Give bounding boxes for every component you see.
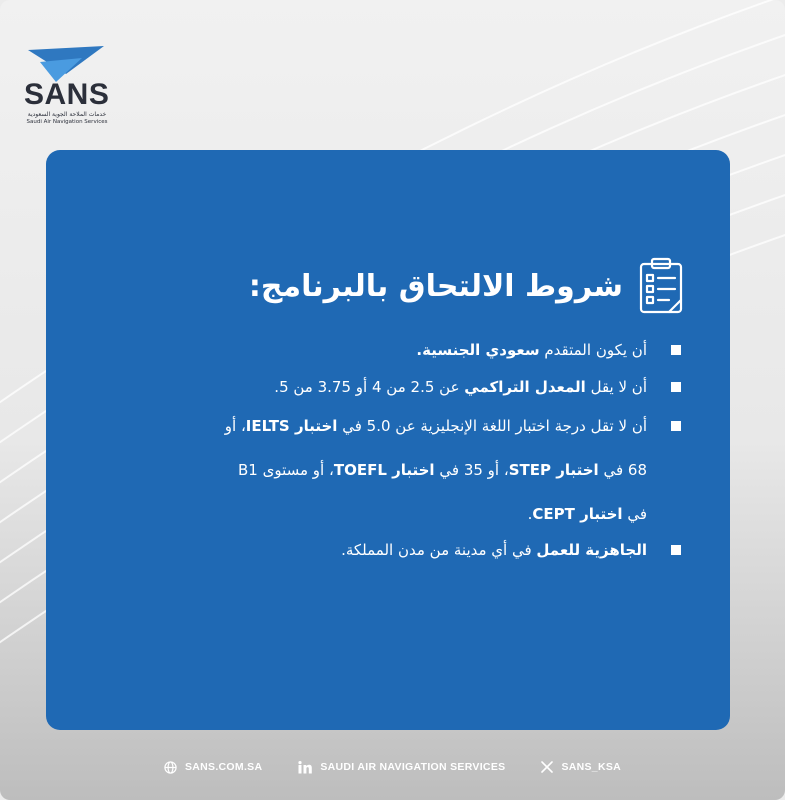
- card-heading-row: [249, 256, 689, 316]
- requirement-text: عن 2.5 من 4 أو 3.75 من 5.: [274, 378, 465, 396]
- requirement-item: [221, 377, 681, 397]
- requirement-text: في أي مدينة من مدن المملكة.: [341, 541, 537, 559]
- requirement-highlight: اختبار IELTS: [245, 417, 338, 435]
- requirement-text: ، أو مستوى B1 في: [238, 461, 647, 523]
- globe-icon: [164, 761, 177, 774]
- requirements-list: [221, 340, 681, 577]
- requirement-highlight: اختبار TOEFL: [333, 461, 435, 479]
- requirement-item: [221, 540, 681, 560]
- bullet-square-icon: [671, 345, 681, 355]
- requirement-highlight: اختبار STEP: [508, 461, 599, 479]
- requirement-highlight: اختبار CEPT: [532, 505, 623, 523]
- x-icon: [541, 761, 553, 773]
- requirement-text: أن يكون المتقدم: [539, 341, 647, 359]
- requirement-text: ، أو 68 في: [224, 417, 647, 479]
- requirement-text: أن لا تقل درجة اختبار اللغة الإنجليزية عن 5.0 في: [337, 417, 647, 435]
- card-heading: شروط الالتحاق بالبرنامج:: [248, 268, 623, 304]
- requirement-item: [221, 340, 681, 360]
- requirement-highlight: المعدل التراكمي: [464, 378, 586, 396]
- footer-linkedin[interactable]: [298, 761, 505, 774]
- requirement-item: [221, 404, 681, 536]
- footer-website[interactable]: [164, 761, 262, 774]
- checklist-clipboard-icon: [635, 256, 689, 316]
- bullet-square-icon: [671, 382, 681, 392]
- requirement-text: ، أو 35 في: [434, 461, 509, 479]
- requirement-text: .: [527, 505, 533, 523]
- logo-wordmark: SANS: [24, 78, 110, 111]
- website-text: SANS.COM.SA: [184, 761, 263, 773]
- bullet-square-icon: [671, 545, 681, 555]
- requirement-text: أن لا يقل: [585, 378, 647, 396]
- requirement-highlight: سعودي الجنسية.: [416, 341, 540, 359]
- logo-subtitle-english: Saudi Air Navigation Services: [26, 119, 108, 125]
- footer-x[interactable]: [541, 761, 621, 773]
- footer-contact-bar: [0, 752, 785, 782]
- logo-subtitle-arabic: خدمات الملاحة الجوية السعودية: [27, 111, 107, 118]
- linkedin-icon: [298, 761, 312, 774]
- x-handle-text: SANS_KSA: [561, 761, 622, 773]
- requirement-highlight: الجاهزية للعمل: [536, 541, 647, 559]
- linkedin-text: SAUDI AIR NAVIGATION SERVICES: [320, 761, 506, 773]
- bullet-square-icon: [671, 421, 681, 431]
